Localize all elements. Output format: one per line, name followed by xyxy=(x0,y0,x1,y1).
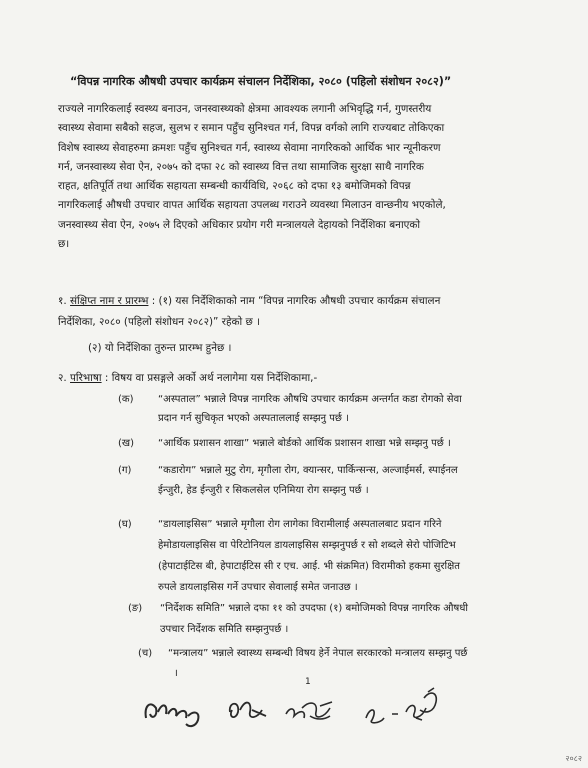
preamble-line: राहत, क्षतिपूर्ति तथा आर्थिक सहायता सम्बन्धी कार्यविधि, २०६८ को दफा १३ बमोजिमको विपन्न xyxy=(58,180,411,193)
section-1-number: १. xyxy=(58,295,67,307)
section-1-heading-line xyxy=(58,294,440,308)
section-2-text: : विषय वा प्रसङ्गले अर्को अर्थ नलागेमा यस निर्देशिकामा,- xyxy=(104,372,318,384)
definition-text: ईन्जुरी, हेड ईन्जुरी र सिकलसेल एनिमिया रोग सम्झनु पर्छ । xyxy=(158,485,369,496)
definition-label: (घ) xyxy=(118,519,132,530)
signature-1 xyxy=(140,690,210,730)
signature-3 xyxy=(280,690,340,730)
signature-2 xyxy=(222,690,272,730)
section-2-heading-line xyxy=(58,371,317,385)
definition-item xyxy=(118,515,558,595)
definition-text: प्रदान गर्न सुचिकृत भएको अस्पताललाई सम्झनु पर्छ । xyxy=(158,413,349,424)
definition-text: “डायलाइसिस” भन्नाले मृगौला रोग लागेका विरामीलाई अस्पतालबाट प्रदान गरिने xyxy=(158,519,442,530)
section-1-text: : (१) यस निर्देशिकाको नाम “विपन्न नागरिक औषधी उपचार कार्यक्रम संचालन xyxy=(151,295,441,307)
definition-item xyxy=(118,434,558,453)
definition-text: “आर्थिक प्रशासन शाखा” भन्नाले बोर्डको आर्थिक प्रशासन शाखा भन्ने सम्झनु पर्छ । xyxy=(158,438,451,449)
document-title: “विपन्न नागरिक औषधी उपचार कार्यक्रम संचालन निर्देशिका, २०८० (पहिलो संशोधन २०८२)” xyxy=(70,75,452,88)
definition-label: (ग) xyxy=(118,465,132,476)
definition-text: “निर्देशक समिति” भन्नाले दफा ११ को उपदफा (१) बमोजिमको विपन्न नागरिक औषधी xyxy=(160,603,468,614)
preamble-paragraph xyxy=(58,100,554,254)
definition-item xyxy=(128,599,558,639)
section-1-subsection-2: (२) यो निर्देशिका तुरुन्त प्रारम्भ हुनेछ । xyxy=(88,342,232,354)
definition-text: । xyxy=(174,668,178,679)
definition-text: “कडारोग” भन्नाले मुटु रोग, मृगौला रोग, क्यान्सर, पार्किन्सन्स, अल्जाईमर्स, स्पाईनल xyxy=(158,465,458,476)
definition-label: (क) xyxy=(118,394,134,405)
definition-text: “मन्त्रालय” भन्नाले स्वास्थ्य सम्बन्धी विषय हेर्ने नेपाल सरकारको मन्त्रालय सम्झनु पर्छ xyxy=(168,648,468,659)
preamble-line: विशेष स्वास्थ्य सेवाहरुमा क्रमशः पहुँच सुनिश्चत गर्न, स्वास्थ्य सेवामा नागरिकको आर्थिक भार न्यूनीकरण xyxy=(58,141,441,154)
definition-item xyxy=(138,644,558,684)
preamble-line: छ। xyxy=(58,238,70,251)
section-2-number: २. xyxy=(58,372,67,384)
section-1-line-2: निर्देशिका, २०८० (पहिलो संशोधन २०८२)” रहेको छ । xyxy=(58,316,260,328)
definition-label: (ख) xyxy=(118,438,134,449)
preamble-line: जनस्वास्थ्य सेवा ऐन, २०७५ ले दिएको अधिकार प्रयोग गरी मन्त्रालयले देहायको निर्देशिका बनाएको xyxy=(58,218,421,231)
preamble-line: नागरिकलाई औषधी उपचार वापत आर्थिक सहायता उपलब्ध गराउने व्यवस्था मिलाउन वान्छनीय भएकोले, xyxy=(58,199,446,212)
definition-text: रुपले डायलाइसिस गर्ने उपचार सेवालाई समेत जनाउछ । xyxy=(158,582,358,593)
page-number: 1 xyxy=(305,677,311,687)
definition-text: उपचार निर्देशक समिति सम्झनुपर्छ । xyxy=(160,624,289,635)
preamble-line: गर्न, जनस्वास्थ्य सेवा ऐन, २०७५ को दफा २८ को स्वास्थ्य वित्त तथा सामाजिक सुरक्षा साथै नागरिक xyxy=(58,160,424,173)
signature-4 xyxy=(358,684,448,730)
definition-item xyxy=(118,461,558,499)
definition-text: “अस्पताल” भन्नाले विपन्न नागरिक औषधि उपचार कार्यक्रम अन्तर्गत कडा रोगको सेवा xyxy=(158,394,462,405)
section-1-title: संक्षिप्त नाम र प्रारम्भ xyxy=(70,295,149,307)
definition-label: (च) xyxy=(138,648,153,659)
definition-item xyxy=(118,390,558,428)
definition-text: (हेपाटाईटिस बी, हेपाटाईटिस सी र एच. आई. भी संक्रमित) विरामीको हकमा सुरक्षित xyxy=(158,561,460,572)
definition-text: हेमोडायलाइसिस वा पेरिटोनियल डायलाइसिस सम्झनुपर्छ र सो शब्दले सेरो पोजिटिभ xyxy=(158,540,456,551)
definition-label: (ङ) xyxy=(128,603,143,614)
page-footer-number: २०८२ xyxy=(565,754,582,763)
section-2-title: परिभाषा xyxy=(70,372,102,384)
preamble-line: स्वास्थ्य सेवामा सबैको सहज, सुलभ र समान पहुँच सुनिश्चत गर्न, विपन्न वर्गको लागि राज्यबाट तोकिएका xyxy=(58,122,445,135)
preamble-line: राज्यले नागरिकलाई स्वस्थ्य बनाउन, जनस्वास्थ्यको क्षेत्रमा आवश्यक लगानी अभिवृद्धि गर्न, गुणस्तरीय xyxy=(58,103,432,115)
